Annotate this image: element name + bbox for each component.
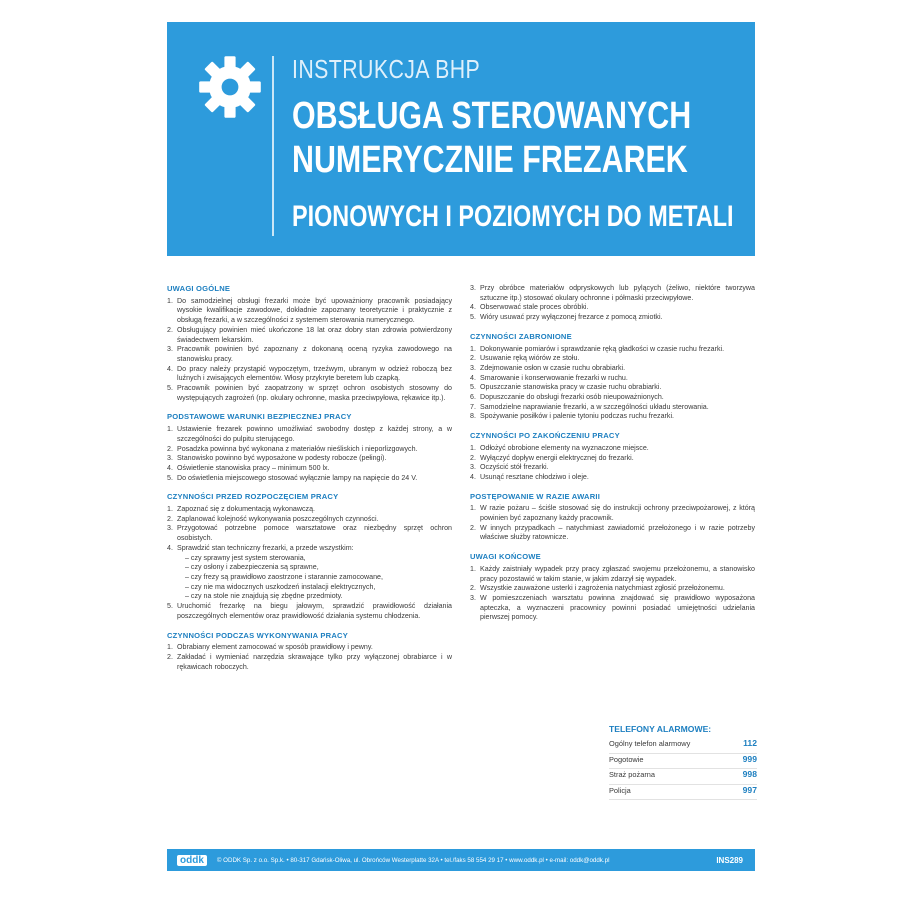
list-item: 1. W razie pożaru – ściśle stosować się do instrukcji ochrony przeciwpożarowej, z którą powinien być zapoznany każdy pracownik. <box>470 504 755 523</box>
list-item: 5. Opuszczanie stanowiska pracy w czasie ruchu obrabiarki. <box>470 383 662 392</box>
list-item: 4. Obserwować stale proces obróbki. <box>470 303 589 312</box>
list-item: 1. Dokonywanie pomiarów i sprawdzanie ręką gładkości w czasie ruchu frezarki. <box>470 344 725 353</box>
sub-list-item: – czy sprawny jest system sterowania, <box>185 553 306 562</box>
list-item: 3. Oczyścić stół frezarki. <box>470 463 549 472</box>
sub-list-item: – czy na stole nie znajdują się zbędne przedmioty. <box>185 592 343 601</box>
list-item: 4. Do pracy należy przystąpić wypoczętym, trzeźwym, ubranym w odzież roboczą bez luźnych i zwisających elementów. Włosy przykryte beretem lub czapką. <box>167 364 452 383</box>
section-title: UWAGI KOŃCOWE <box>470 552 541 562</box>
section-title: PODSTAWOWE WARUNKI BEZPIECZNEJ PRACY <box>167 412 352 422</box>
section-title: CZYNNOŚCI PODCZAS WYKONYWANIA PRACY <box>167 630 348 640</box>
list-item: 2. Obsługujący powinien mieć ukończone 18 lat oraz dobry stan zdrowia potwierdzony świadectwem lekarskim. <box>167 325 452 344</box>
section-list <box>470 444 755 483</box>
header-banner <box>167 22 755 256</box>
phone-number: 112 <box>743 738 757 748</box>
section-title: CZYNNOŚCI PO ZAKOŃCZENIU PRACY <box>470 431 620 441</box>
header-divider <box>272 56 274 236</box>
footer-contact: © ODDK Sp. z o.o. Sp.k. • 80-317 Gdańsk-Oliwa, ul. Obrońców Westerplatte 32A • tel./faks 58 554 29 17 • www.oddk.pl • e-mail: oddk@oddk.pl <box>216 856 610 864</box>
header-title-line1: OBSŁUGA STEROWANYCH <box>292 95 692 137</box>
sub-list-item: – czy nie ma widocznych uszkodzeń instalacji elektrycznych, <box>185 582 376 591</box>
list-item: 1. Każdy zaistniały wypadek przy pracy zgłaszać swojemu przełożonemu, a stanowisko pracy pozostawić w takim stanie, w jakim zdarzył się wypadek. <box>470 564 755 583</box>
list-item: 3. Przygotować potrzebne pomoce warsztatowe oraz niezbędny sprzęt ochron osobistych. <box>167 524 452 543</box>
section-list <box>167 643 452 672</box>
header-title-line2: NUMERYCZNIE FREZAREK <box>292 139 688 181</box>
header-title <box>292 94 691 182</box>
sub-list <box>177 554 452 603</box>
list-item: 1. Odłożyć obrobione elementy na wyznaczone miejsce. <box>470 443 649 452</box>
list-item: 1. Do samodzielnej obsługi frezarki może być upoważniony pracownik posiadający wysokie kwalifikacje zawodowe, dokładnie zapoznany teoretycznie i praktycznie z obsługą frezarki, a w szczególności z systemem sterowania numerycznego. <box>167 296 452 325</box>
list-item: 5. Do oświetlenia miejscowego stosować wyłącznie lampy na napięcie do 24 V. <box>167 473 418 482</box>
section-title: UWAGI OGÓLNE <box>167 284 231 293</box>
phones-title: TELEFONY ALARMOWE: <box>609 724 712 734</box>
right-column <box>470 284 755 623</box>
list-item: 7. Samodzielne naprawianie frezarki, a w szczególności układu sterowania. <box>470 402 709 411</box>
phone-label: Straż pożarna <box>609 770 656 779</box>
phone-row <box>609 754 757 770</box>
phone-label: Ogólny telefon alarmowy <box>609 739 691 748</box>
section-list <box>167 297 452 404</box>
left-column <box>167 284 452 672</box>
list-item: 3. Stanowisko powinno być wyposażone w podesty robocze (pełingi). <box>167 454 387 463</box>
phone-label: Pogotowie <box>609 754 644 764</box>
document-code: INS289 <box>716 855 743 865</box>
phone-row <box>609 785 757 801</box>
list-item: 2. Posadzka powinna być wykonana z materiałów nieśliskich i nieporlizgowych. <box>167 444 418 453</box>
list-item: 2. Wyłączyć dopływ energii elektrycznej do frezarki. <box>470 453 634 462</box>
instruction-sheet <box>167 22 755 877</box>
phone-row <box>609 738 757 754</box>
emergency-phones <box>609 724 757 800</box>
section-list <box>470 345 755 423</box>
section-list <box>167 505 452 621</box>
section-list <box>470 565 755 623</box>
section-title: CZYNNOŚCI ZABRONIONE <box>470 331 572 341</box>
list-item: 4. Sprawdzić stan techniczny frezarki, a przede wszystkim: – czy sprawny jest system sterowania, – czy osłony i zabezpieczenia są sprawne, – czy frezy są prawidłowo zaostrzone i starannie zamocowane, – czy nie ma widocznych uszkodzeń instalacji elektrycznych, – czy na stole nie znajdują się zbędne przedmioty. <box>177 544 452 602</box>
list-item: 2. W innych przypadkach – natychmiast zawiadomić przełożonego i w razie potrzeby właściwe służby ratownicze. <box>470 523 755 542</box>
list-item: 1. Ustawienie frezarek powinno umożliwiać swobodny dostęp z każdej strony, a w szczególności do pulpitu sterującego. <box>167 425 452 443</box>
list-item: 8. Spożywanie posiłków i palenie tytoniu podczas ruchu frezarki. <box>470 412 674 421</box>
list-item: 3. Pracownik powinien być zapoznany z dokonaną oceną ryzyka zawodowego na stanowisku pracy. <box>167 345 452 363</box>
list-item: 6. Dopuszczanie do obsługi frezarki osób nieupoważnionych. <box>470 393 664 402</box>
list-item: 4. Smarowanie i konserwowanie frezarki w ruchu. <box>470 373 628 382</box>
header-subtitle: INSTRUKCJA BHP <box>292 54 481 84</box>
list-item: 5. Pracownik powinien być zaopatrzony w sprzęt ochron osobistych stosowny do występujących zagrożeń (np. okulary ochronne, maska przeciwpyłowa, rękawice itp.). <box>167 384 452 402</box>
phone-row <box>609 769 757 785</box>
list-item: 4. Usunąć resztane chłodziwo i oleje. <box>470 472 589 481</box>
list-item: 1. Zapoznać się z dokumentacją wykonawczą. <box>167 505 316 514</box>
list-item: 4. Oświetlenie stanowiska pracy – minimum 500 lx. <box>167 463 330 472</box>
oddk-logo: oddk <box>177 855 207 866</box>
phone-number: 999 <box>742 753 757 764</box>
list-item: 3. W pomieszczeniach warsztatu powinna znajdować się prawidłowo wyposażona apteczka, a wyznaczeni pracownicy powinni posiadać umiejętności udzielania pierwszej pomocy. <box>470 593 755 622</box>
list-item: 2. Wszystkie zauważone usterki i zagrożenia natychmiast zgłosić przełożonemu. <box>470 584 725 593</box>
section-list <box>470 504 755 543</box>
header-title-line3: PIONOWYCH I POZIOMYCH DO METALI <box>292 200 734 233</box>
footer-bar <box>167 849 755 871</box>
list-item: 5. Wióry usuwać przy wyłączonej frezarce z pomocą zmiotki. <box>470 313 663 322</box>
phone-number: 998 <box>742 769 757 779</box>
list-item: 2. Zaplanować kolejność wykonywania poszczególnych czynności. <box>167 514 379 523</box>
sub-list-item: – czy osłony i zabezpieczenia są sprawne, <box>185 563 319 572</box>
list-item: 5. Uruchomić frezarkę na biegu jałowym, sprawdzić prawidłowość działania poszczególnych elementów oraz prawidłowość działania systemu chłodzenia. <box>167 602 452 620</box>
section-title: POSTĘPOWANIE W RAZIE AWARII <box>470 491 600 501</box>
list-item: 1. Obrabiany element zamocować w sposób prawidłowy i pewny. <box>167 643 373 652</box>
list-item: 3. Zdejmowanie osłon w czasie ruchu obrabiarki. <box>470 363 626 372</box>
phone-label: Policja <box>609 785 631 795</box>
list-item: 3. Przy obróbce materiałów odpryskowych lub pylących (żeliwo, niektóre tworzywa sztuczne itp.) stosować okulary ochronne i półmaski przeciwpyłowe. <box>470 284 755 302</box>
phone-number: 997 <box>742 784 757 795</box>
list-item: 2. Zakładać i wymieniać narzędzia skrawające tylko przy wyłączonej obrabiarce i w rękawicach roboczych. <box>167 652 452 671</box>
section-title: CZYNNOŚCI PRZED ROZPOCZĘCIEM PRACY <box>167 492 339 502</box>
section-list <box>470 284 755 323</box>
gear-icon <box>195 52 265 122</box>
sub-list-item: – czy frezy są prawidłowo zaostrzone i starannie zamocowane, <box>185 572 383 581</box>
section-list <box>167 425 452 483</box>
list-item: 2. Usuwanie ręką wiórów ze stołu. <box>470 354 580 363</box>
